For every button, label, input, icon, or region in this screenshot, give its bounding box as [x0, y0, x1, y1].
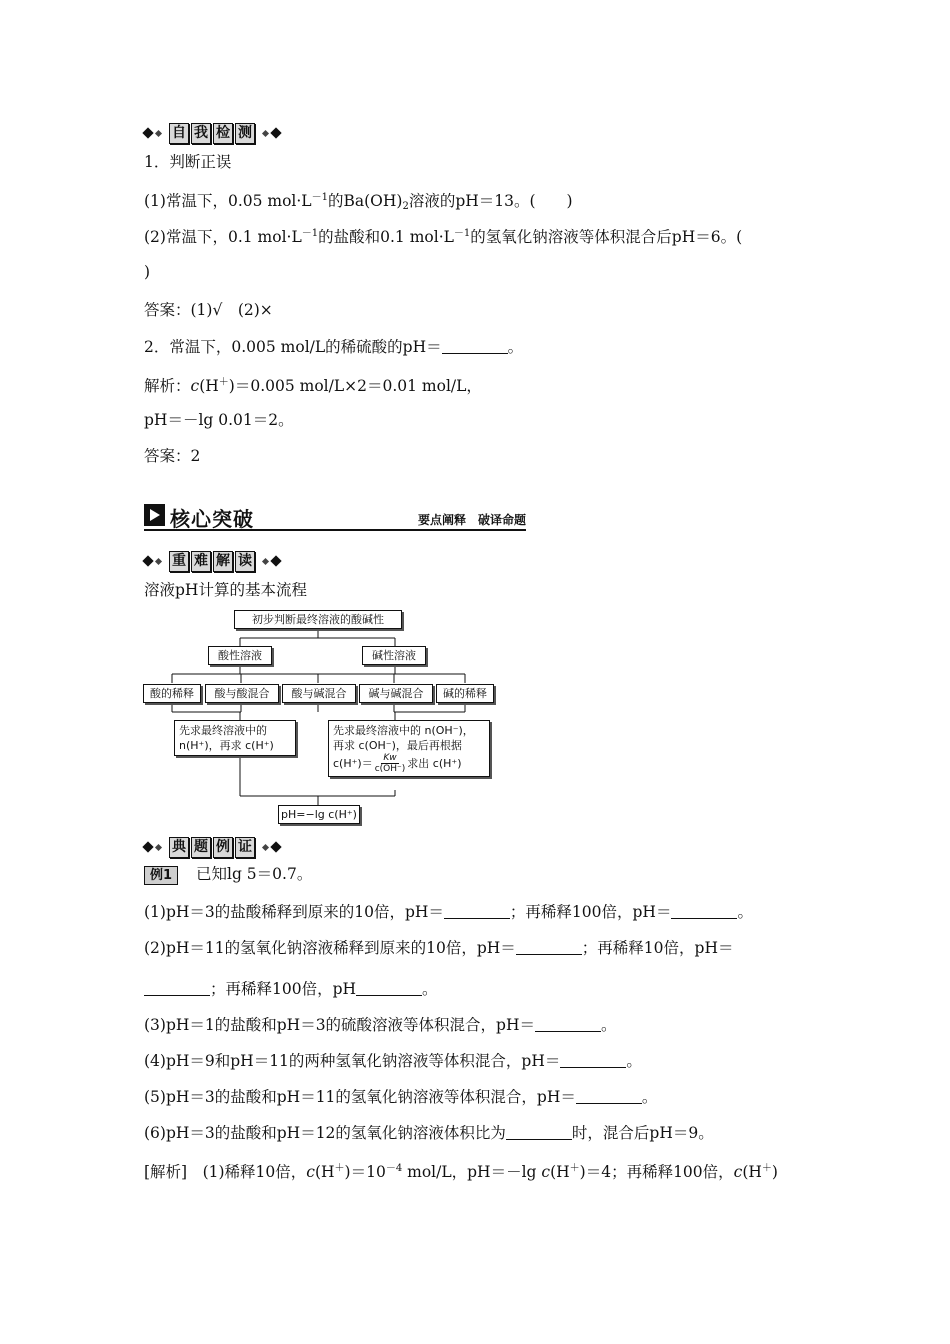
flow-start: 初步判断最终溶液的酸碱性	[234, 610, 402, 629]
self-test-heading	[144, 122, 280, 144]
diamond-small-icon	[155, 129, 162, 136]
diamond-icon	[142, 127, 153, 138]
answer-blank	[671, 904, 737, 919]
example-p4: (4)pH＝9和pH＝11的两种氢氧化钠溶液等体积混合，pH＝ 。	[144, 1052, 642, 1070]
flow-base-dilution: 碱的稀释	[436, 684, 494, 703]
diamond-small-icon	[155, 843, 162, 850]
flow-base-base: 碱与碱混合	[359, 684, 433, 703]
q2-answer: 答案：2	[144, 447, 201, 465]
example-title: 典 题 例 证	[169, 837, 255, 858]
core-section-banner	[144, 503, 526, 531]
example-p2: (2)pH＝11的氢氧化钠溶液稀释到原来的10倍，pH＝ ；再稀释10倍，pH＝	[144, 939, 734, 957]
example-p2-cont: ；再稀释100倍，pH 。	[144, 979, 438, 999]
answer-blank	[535, 1017, 601, 1032]
example-p5: (5)pH＝3的盐酸和pH＝11的氢氧化钠溶液等体积混合，pH＝ 。	[144, 1088, 658, 1106]
q1-item-2-close: )	[144, 263, 151, 281]
answer-blank	[516, 940, 582, 955]
difficult-heading	[144, 550, 280, 572]
flow-acid-dilution: 酸的稀释	[143, 684, 201, 703]
answer-blank	[442, 339, 508, 354]
example-p3: (3)pH＝1的盐酸和pH＝3的硫酸溶液等体积混合，pH＝ 。	[144, 1016, 617, 1034]
diamond-icon	[270, 555, 281, 566]
diamond-icon	[270, 841, 281, 852]
q1-title: 1．判断正误	[144, 153, 232, 171]
play-triangle-icon	[144, 504, 165, 526]
q1-item-1: (1)常温下，0.05 $mol\cdot L^{-1}$的$Ba(OH)_2$溶液的pH＝13。( )	[144, 192, 573, 212]
q2-analysis: 解析：c(H＋)＝0.005 mol/L×2＝0.01 mol/L，	[144, 377, 482, 395]
q2-analysis-2: pH＝－lg 0.01＝2。	[144, 411, 294, 429]
flowchart-connectors	[140, 608, 500, 828]
q1-item-2: (2)常温下，0.1 $mol\cdot L^{-1}$的盐酸和0.1 $mol\cdot L^{-1}$的氢氧化钠溶液等体积混合后pH＝6。(	[144, 228, 743, 246]
flow-base: 碱性溶液	[362, 646, 426, 665]
flow-acid-acid: 酸与酸混合	[205, 684, 279, 703]
diamond-small-icon	[155, 557, 162, 564]
ph-flowchart	[140, 608, 500, 828]
diamond-icon	[142, 555, 153, 566]
example-analysis: [解析] (1)稀释10倍，$c(H^+)=10^{-4}$ mol/L，pH＝－lg c(H＋)＝4；再稀释100倍，c(H＋)	[144, 1163, 778, 1181]
answer-blank	[560, 1053, 626, 1068]
answer-blank	[444, 904, 510, 919]
answer-blank	[356, 981, 422, 996]
example-tag: 例1	[144, 866, 178, 885]
diamond-small-icon	[262, 557, 269, 564]
diamond-icon	[142, 841, 153, 852]
flow-acid-result: 先求最终溶液中的 n(H⁺)，再求 c(H⁺)	[174, 720, 296, 756]
example-p1: (1)pH＝3的盐酸稀释到原来的10倍，pH＝ ；再稀释100倍，pH＝ 。	[144, 903, 753, 921]
flow-intro: 溶液pH计算的基本流程	[144, 581, 307, 599]
q1-answer: 答案：(1)√ (2)×	[144, 301, 273, 319]
difficult-title: 重 难 解 读	[169, 551, 255, 572]
flow-end: pH=−lg c(H⁺)	[278, 805, 360, 824]
example-heading	[144, 836, 280, 858]
core-subtitle: 要点阐释 破译命题	[417, 513, 526, 527]
diamond-icon	[270, 127, 281, 138]
q2-question: 2．常温下，0.005 mol/L的稀硫酸的pH＝ 。	[144, 338, 524, 356]
answer-blank	[576, 1089, 642, 1104]
flow-acid: 酸性溶液	[208, 646, 272, 665]
self-test-title: 自 我 检 测	[169, 123, 255, 144]
diamond-small-icon	[262, 843, 269, 850]
flow-base-result: 先求最终溶液中的 n(OH⁻)， 再求 c(OH⁻)，最后再根据 c(H⁺)＝ Kw c(OH⁻) 求出 c(H⁺)	[328, 720, 490, 777]
kw-fraction: Kw c(OH⁻)	[374, 753, 406, 774]
example-p6: (6)pH＝3的盐酸和pH＝12的氢氧化钠溶液体积比为 时，混合后pH＝9。	[144, 1124, 714, 1142]
answer-blank	[506, 1125, 572, 1140]
flow-acid-base: 酸与碱混合	[282, 684, 356, 703]
core-title: 核心突破	[170, 507, 254, 531]
answer-blank	[144, 981, 210, 996]
example-given: 例1 已知lg 5＝0.7。	[144, 864, 312, 885]
diamond-small-icon	[262, 129, 269, 136]
